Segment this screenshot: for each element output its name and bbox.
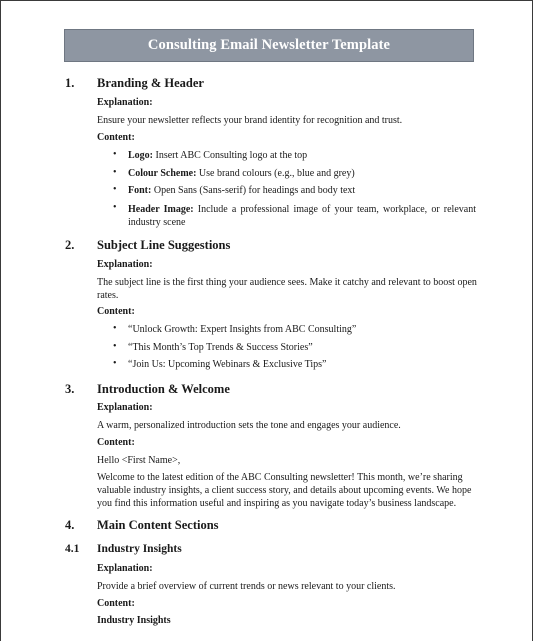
section-2-bullet: “Join Us: Upcoming Webinars & Exclusive Tips” [128,359,327,370]
section-4-1-number: 4.1 [65,543,80,555]
section-1-number: 1. [65,76,75,90]
section-3-heading: Introduction & Welcome [97,382,230,396]
document-title: Consulting Email Newsletter Template [147,37,391,53]
section-1-bullet: Logo: Insert ABC Consulting logo at the top [128,150,308,161]
bullet-dot-icon: • [113,149,117,160]
section-1-heading: Branding & Header [97,76,204,90]
section-4-heading: Main Content Sections [97,518,219,532]
section-2-explanation-label: Explanation: [97,259,153,270]
section-3-greeting: Hello <First Name>, [97,455,181,466]
section-1-bullet: Colour Scheme: Use brand colours (e.g., blue and grey) [128,168,355,179]
section-4-number: 4. [65,518,75,532]
section-4-1-explanation: Provide a brief overview of current trends or news relevant to your clients. [97,581,396,592]
bullet-dot-icon: • [113,202,117,213]
document-body [1,1,533,642]
section-4-1-subheading: Industry Insights [97,615,171,626]
section-4-1-explanation-label: Explanation: [97,563,153,574]
section-4-1-content-label: Content: [97,598,135,609]
section-2-bullet: “This Month’s Top Trends & Success Stories” [128,342,313,353]
section-1-bullet: Header Image: Include a professional image of your team, workplace, or relevant industry scene [128,204,476,228]
bullet-dot-icon: • [113,167,117,178]
section-1-content-label: Content: [97,132,135,143]
section-2-number: 2. [65,238,75,252]
bullet-dot-icon: • [113,358,117,369]
section-4-1-heading: Industry Insights [97,543,182,555]
section-3-paragraph: Welcome to the latest edition of the ABC Consulting newsletter! This month, we’re sharing valuable industry insights, a client success story, and details about upcoming events. We hope you find this information useful and inspiring as you navigate today’s business landscape. [97,472,472,509]
bullet-dot-icon: • [113,184,117,195]
section-1-bullet: Font: Open Sans (Sans-serif) for headings and body text [128,185,356,196]
bullet-dot-icon: • [113,341,117,352]
section-1-explanation-label: Explanation: [97,97,153,108]
section-2-bullet: “Unlock Growth: Expert Insights from ABC Consulting” [128,324,357,335]
section-2-explanation: The subject line is the first thing your audience sees. Make it catchy and relevant to boost open rates. [97,277,477,301]
bullet-dot-icon: • [113,323,117,334]
section-3-explanation-label: Explanation: [97,402,153,413]
section-3-explanation: A warm, personalized introduction sets the tone and engages your audience. [97,420,401,431]
section-1-explanation: Ensure your newsletter reflects your brand identity for recognition and trust. [97,115,403,126]
section-3-content-label: Content: [97,437,135,448]
section-2-heading: Subject Line Suggestions [97,238,231,252]
section-3-number: 3. [65,382,75,396]
section-2-content-label: Content: [97,306,135,317]
